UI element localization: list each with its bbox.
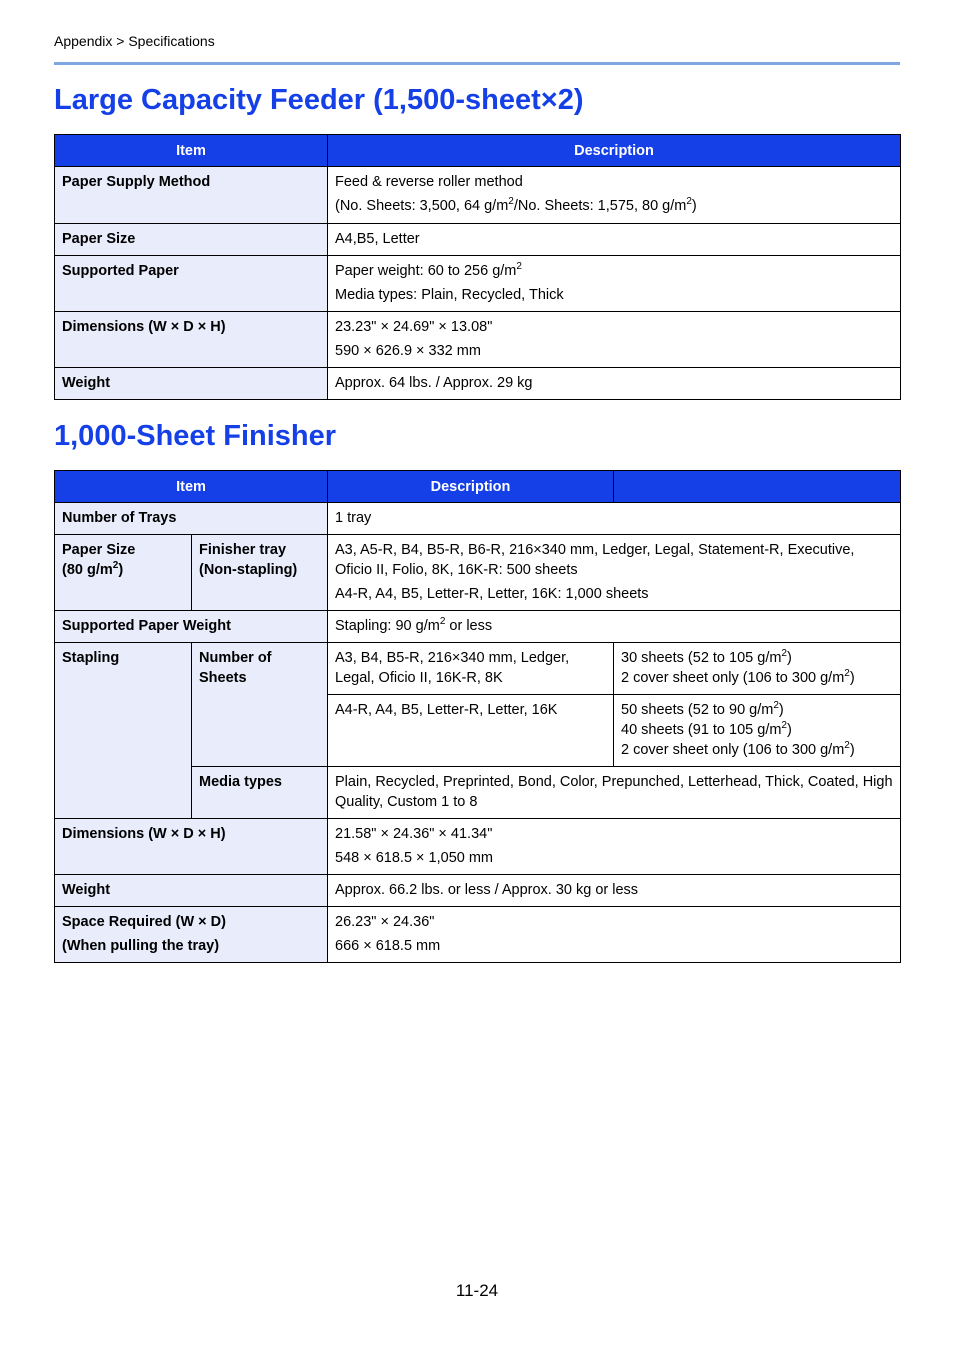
table-row — [55, 535, 901, 611]
table-row — [55, 256, 901, 312]
column-header-description: Description — [328, 471, 614, 503]
page-number: 11-24 — [455, 1281, 499, 1300]
table-row — [55, 907, 901, 963]
row-value: 21.58" × 24.36" × 41.34" 548 × 618.5 × 1,050 mm — [328, 819, 901, 875]
table-row — [55, 224, 901, 256]
paper-group-capacity: 50 sheets (52 to 90 $g/m^2$) 40 sheets (91 to 105 $g/m^2$) 2 cover sheet only (106 to 300 $g/m^2$) — [614, 695, 901, 767]
table-row — [55, 611, 901, 643]
row-label: Paper Size (80 $g/m^2$) — [55, 535, 192, 611]
row-label: Paper Supply Method — [55, 167, 328, 224]
row-value: Feed & reverse roller method (No. Sheets: 3,500, 64 $g/m^2/No$. Sheets: 1,575, 80 $g/m^2$) — [328, 167, 901, 224]
paper-group-capacity: 30 sheets (52 to 105 $g/m^2$) 2 cover sheet only (106 to 300 $g/m^2$) — [614, 643, 901, 695]
row-label: Dimensions (W × D × H) — [55, 312, 328, 368]
table-row — [55, 875, 901, 907]
column-header-empty — [614, 471, 901, 503]
table-row — [55, 167, 901, 224]
table-row — [55, 643, 901, 695]
row-value: Paper weight: 60 to 256 $g/m^2$ Media types: Plain, Recycled, Thick — [328, 256, 901, 312]
row-label: Weight — [55, 368, 328, 400]
row-value: Plain, Recycled, Preprinted, Bond, Color, Prepunched, Letterhead, Thick, Coated, High Quality, Custom 1 to 8 — [328, 767, 901, 819]
section-title-finisher: 1,000-Sheet Finisher — [54, 420, 337, 452]
row-label: Space Required (W × D) (When pulling the tray) — [55, 907, 328, 963]
row-value: 26.23" × 24.36" 666 × 618.5 mm — [328, 907, 901, 963]
row-value: 1 tray — [328, 503, 901, 535]
column-header-item: Item — [55, 135, 328, 167]
breadcrumb: Appendix > Specifications — [54, 33, 215, 49]
row-label: Supported Paper — [55, 256, 328, 312]
row-label: Supported Paper Weight — [55, 611, 328, 643]
row-value: 23.23" × 24.69" × 13.08" 590 × 626.9 × 332 mm — [328, 312, 901, 368]
paper-group-sizes: A3, B4, B5-R, 216×340 mm, Ledger, Legal, Oficio II, 16K-R, 8K — [328, 643, 614, 695]
row-sublabel: Finisher tray (Non-stapling) — [192, 535, 328, 611]
table-row — [55, 312, 901, 368]
table-row — [55, 819, 901, 875]
row-value: Approx. 66.2 lbs. or less / Approx. 30 kg or less — [328, 875, 901, 907]
row-label: Number of Trays — [55, 503, 328, 535]
row-value: A3, A5-R, B4, B5-R, B6-R, 216×340 mm, Ledger, Legal, Statement-R, Executive, Oficio II, Folio, 8K, 16K-R: 500 sheets A4-R, A4, B5, Letter-R, Letter, 16K: 1,000 sheets — [328, 535, 901, 611]
row-sublabel: Number of Sheets — [192, 643, 328, 767]
row-value: Stapling: 90 $g/m^2$ or less — [328, 611, 901, 643]
paper-group-sizes: A4-R, A4, B5, Letter-R, Letter, 16K — [328, 695, 614, 767]
column-header-description: Description — [328, 135, 901, 167]
row-sublabel: Media types — [192, 767, 328, 819]
row-value: Approx. 64 lbs. / Approx. 29 kg — [328, 368, 901, 400]
table-header-row — [55, 471, 901, 503]
large-capacity-feeder-spec-table — [54, 134, 901, 400]
row-label: Dimensions (W × D × H) — [55, 819, 328, 875]
header-divider — [54, 62, 900, 65]
table-header-row — [55, 135, 901, 167]
table-row — [55, 368, 901, 400]
table-row — [55, 503, 901, 535]
column-header-item: Item — [55, 471, 328, 503]
row-label: Stapling — [55, 643, 192, 819]
row-value: A4,B5, Letter — [328, 224, 901, 256]
section-title-large-capacity-feeder: Large Capacity Feeder (1,500-sheet×2) — [54, 84, 584, 116]
row-label: Weight — [55, 875, 328, 907]
row-label: Paper Size — [55, 224, 328, 256]
finisher-spec-table — [54, 470, 901, 963]
